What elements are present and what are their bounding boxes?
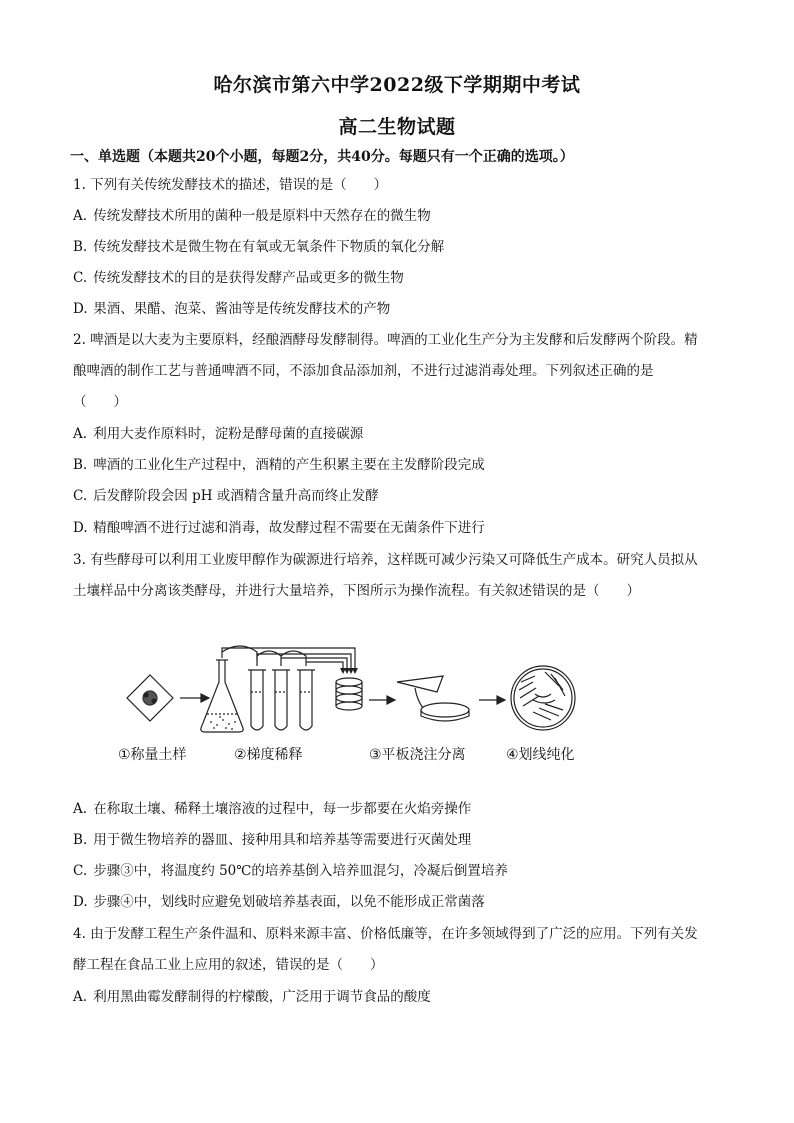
option-label: B.: [73, 457, 88, 473]
option-text: 传统发酵技术的目的是获得发酵产品或更多的微生物: [93, 270, 404, 286]
q1-option-c[interactable]: [73, 269, 723, 287]
figure-caption-step2: ②梯度稀释: [234, 747, 303, 763]
option-text: 后发酵阶段会因 pH 或酒精含量升高而终止发酵: [93, 488, 379, 504]
figure-caption-step1: ①称量土样: [118, 747, 187, 763]
q3-option-d[interactable]: [73, 893, 723, 911]
option-text: 果酒、果醋、泡菜、酱油等是传统发酵技术的产物: [93, 301, 391, 317]
option-label: C.: [73, 488, 88, 504]
q4-stem-line: 4. 由于发酵工程生产条件温和、原料来源丰富、价格低廉等，在许多领域得到了广泛的应用。下列有关发: [73, 926, 698, 942]
option-label: B.: [73, 239, 88, 255]
test-tube-icon: [248, 670, 266, 730]
q2-stem-line: 2. 啤酒是以大麦为主要原料，经酿酒酵母发酵制得。啤酒的工业化生产分为主发酵和后发酵两个阶段。精: [73, 332, 698, 348]
conical-flask-icon: [201, 660, 243, 732]
figure-caption-step4: ④划线纯化: [506, 747, 575, 763]
option-text: 在称取土壤、稀释土壤溶液的过程中，每一步都要在火焰旁操作: [93, 801, 472, 817]
q2-option-a[interactable]: [73, 425, 723, 443]
option-label: D.: [73, 301, 88, 317]
figure-caption-step3: ③平板浇注分离: [369, 747, 466, 763]
option-text: 精酿啤酒不进行过滤和消毒，故发酵过程不需要在无菌条件下进行: [93, 520, 485, 536]
option-label: B.: [73, 832, 88, 848]
option-label: A.: [73, 208, 88, 224]
option-label: A.: [73, 426, 88, 442]
option-text: 步骤③中，将温度约 50℃的培养基倒入培养皿混匀，冷凝后倒置培养: [93, 863, 508, 879]
option-label: D.: [73, 894, 88, 910]
q2-option-c[interactable]: [73, 487, 723, 505]
q1-option-d[interactable]: [73, 300, 723, 318]
q1-stem: 1. 下列有关传统发酵技术的描述，错误的是（ ）: [73, 177, 388, 193]
option-text: 利用黑曲霉发酵制得的柠檬酸，广泛用于调节食品的酸度: [93, 989, 431, 1005]
option-label: C.: [73, 270, 88, 286]
q4-stem-line: 酵工程在食品工业上应用的叙述，错误的是（ ）: [73, 957, 384, 973]
q2-option-b[interactable]: [73, 456, 723, 474]
arrow-icon: [180, 694, 209, 702]
q2-stem-line: 酿啤酒的制作工艺与普通啤酒不同，不添加食品添加剂，不进行过滤消毒处理。下列叙述正确的是: [73, 363, 654, 379]
petri-plate-stack-icon: [336, 678, 362, 710]
q3-stem-line: 土壤样品中分离该类酵母，并进行大量培养，下图所示为操作流程。有关叙述错误的是（ ）: [73, 583, 640, 599]
pouring-medium-icon: [397, 676, 469, 721]
q1-option-a[interactable]: [73, 207, 723, 225]
test-tube-icon: [297, 670, 315, 730]
q2-option-d[interactable]: [73, 519, 723, 537]
q4-option-a[interactable]: [73, 988, 723, 1006]
exam-subtitle: 高二生物试题: [338, 116, 456, 138]
arrow-icon: [479, 696, 505, 704]
exam-title: 哈尔滨市第六中学2022级下学期期中考试: [213, 74, 581, 96]
option-label: A.: [73, 801, 88, 817]
q3-option-b[interactable]: [73, 831, 723, 849]
option-text: 用于微生物培养的器皿、接种用具和培养基等需要进行灭菌处理: [93, 832, 472, 848]
option-text: 传统发酵技术所用的菌种一般是原料中天然存在的微生物: [93, 208, 431, 224]
q1-option-b[interactable]: [73, 238, 723, 256]
q2-stem-line: （ ）: [73, 394, 127, 410]
section-heading: 一、单选题（本题共20个小题，每题2分，共40分。每题只有一个正确的选项。）: [70, 149, 574, 165]
q3-option-a[interactable]: [73, 800, 723, 818]
arrow-icon: [369, 696, 395, 704]
q3-stem-line: 3. 有些酵母可以利用工业废甲醇作为碳源进行培养，这样既可减少污染又可降低生产成本。研究人员拟从: [73, 552, 698, 568]
option-text: 步骤④中，划线时应避免划破培养基表面，以免不能形成正常菌落: [93, 894, 485, 910]
test-tube-icon: [272, 670, 290, 730]
option-label: D.: [73, 520, 88, 536]
option-label: C.: [73, 863, 88, 879]
option-label: A.: [73, 989, 88, 1005]
streak-plate-icon: [511, 666, 575, 730]
option-text: 啤酒的工业化生产过程中，酒精的产生积累主要在主发酵阶段完成: [93, 457, 485, 473]
q3-option-c[interactable]: [73, 862, 723, 880]
soil-sample-icon: [127, 675, 173, 721]
option-text: 传统发酵技术是微生物在有氧或无氧条件下物质的氧化分解: [93, 239, 445, 255]
option-text: 利用大麦作原料时，淀粉是酵母菌的直接碳源: [93, 426, 364, 442]
